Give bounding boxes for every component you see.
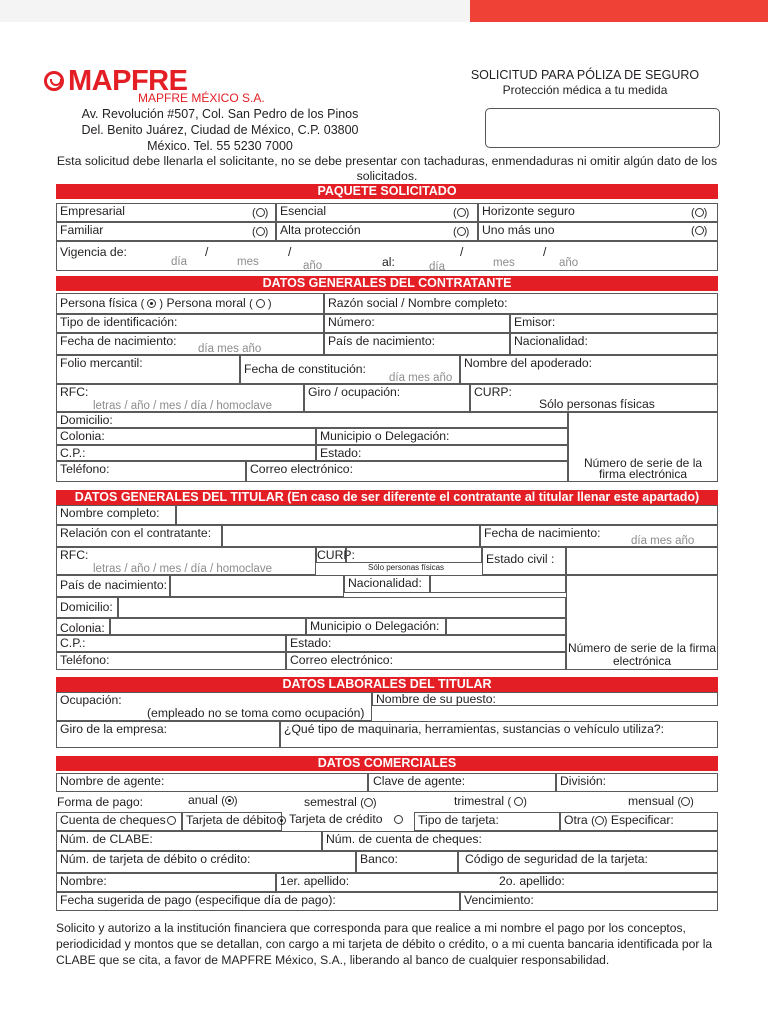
option-empresarial[interactable]: Empresarial ( ) [56, 203, 276, 222]
firma-serie-box[interactable]: Número de serie de la firma electrónica [568, 412, 718, 482]
section-laborales: DATOS LABORALES DEL TITULAR [56, 677, 718, 692]
cp-field[interactable]: C.P.: [56, 445, 316, 461]
cuenta-cheques-option[interactable]: Cuenta de cheques [56, 812, 182, 831]
forma-pago-row[interactable]: Forma de pago: anual ( ) semestral ( ) trimestral ( ) mensual ( ) [57, 793, 694, 809]
titular-nombre-input[interactable] [176, 505, 718, 525]
division-field[interactable]: División: [556, 773, 718, 792]
tarjeta-debito-option[interactable]: Tarjeta de débito [182, 812, 282, 831]
clave-agente-field[interactable]: Clave de agente: [368, 773, 556, 792]
form-subtitle: Protección médica a tu medida [502, 83, 668, 97]
domicilio-field[interactable]: Domicilio: [56, 412, 568, 428]
municipio-field[interactable]: Municipio o Delegación: [316, 428, 568, 445]
fecha-const-field[interactable]: Fecha de constitución: día mes año [240, 355, 460, 384]
titular-firma-serie-box[interactable]: Número de serie de la firma electrónica [566, 575, 718, 670]
section-paquete: PAQUETE SOLICITADO [56, 184, 718, 199]
colonia-field[interactable]: Colonia: [56, 428, 316, 445]
titular-curp-input[interactable] [346, 547, 482, 563]
titular-pais-input[interactable] [170, 575, 344, 597]
relacion-input[interactable] [222, 525, 480, 547]
razon-social-field[interactable]: Razón social / Nombre completo: [324, 293, 718, 314]
option-esencial[interactable]: Esencial ( ) [276, 203, 478, 222]
giro-empresa-field[interactable]: Giro de la empresa: [56, 721, 280, 748]
tipo-tarjeta-field[interactable]: Tipo de tarjeta: [414, 812, 560, 831]
persona-tipo[interactable]: Persona física ( ) Persona moral ( ) [56, 293, 324, 314]
radio-anual[interactable] [225, 796, 234, 805]
logo-text: MAPFRE [68, 65, 188, 97]
titular-rfc[interactable]: RFC: letras / año / mes / día / homoclave [56, 547, 316, 575]
titular-correo-field[interactable]: Correo electrónico: [286, 652, 566, 670]
titular-telefono-field[interactable]: Teléfono: [56, 652, 286, 670]
radio-mensual[interactable] [681, 797, 690, 806]
estado-civil-input[interactable] [566, 547, 718, 575]
radio-semestral[interactable] [364, 798, 373, 807]
giro-field[interactable]: Giro / ocupación: [304, 384, 470, 412]
folio-mercantil-field[interactable]: Folio mercantil: [56, 355, 240, 384]
titular-colonia-input[interactable] [110, 618, 306, 635]
otra-field[interactable]: Otra ( ) Especificar: [560, 812, 718, 831]
mapfre-emblem-icon [44, 71, 64, 91]
titular-fecha-nac[interactable]: Fecha de nacimiento: día mes año [480, 525, 718, 547]
clabe-field[interactable]: Núm. de CLABE: [56, 831, 322, 851]
radio-fisica[interactable] [147, 299, 156, 308]
titular-municipio-input[interactable] [446, 618, 566, 635]
nacionalidad-field[interactable]: Nacionalidad: [510, 333, 718, 355]
vencimiento-field[interactable]: Vencimiento: [460, 892, 718, 911]
titular-nombre-label: Nombre completo: [56, 505, 176, 525]
section-titular: DATOS GENERALES DEL TITULAR (En caso de ser diferente el contratante al titular llenar este apartado) [56, 490, 718, 505]
puesto-field[interactable]: Nombre de su puesto: [372, 692, 718, 706]
fecha-nac-field[interactable]: Fecha de nacimiento: día mes año [56, 333, 324, 355]
telefono-field[interactable]: Teléfono: [56, 461, 246, 482]
titular-curp-label: CURP: [317, 548, 355, 562]
titular-nacionalidad-input[interactable] [430, 575, 566, 593]
section-contratante: DATOS GENERALES DEL CONTRATANTE [56, 276, 718, 291]
titular-nacionalidad-label: Nacionalidad: [344, 575, 430, 593]
num-tarjeta-field[interactable]: Núm. de tarjeta de débito o crédito: [56, 851, 356, 873]
tipo-id-field[interactable]: Tipo de identificación: [56, 314, 324, 333]
titular-municipio-label: Municipio o Delegación: [306, 618, 446, 635]
emisor-field[interactable]: Emisor: [510, 314, 718, 333]
option-alta-proteccion[interactable]: Alta protección ( ) [276, 222, 478, 241]
titular-pais-label: País de nacimiento: [56, 575, 170, 597]
company-name: MAPFRE MÉXICO S.A. [138, 91, 265, 105]
codigo-seguridad-field[interactable]: Código de seguridad de la tarjeta: [458, 851, 718, 873]
intro-text: Esta solicitud debe llenarla el solicitante, no se debe presentar con tachaduras, enmendaduras ni omitir algún dato de los solicitados. [56, 154, 718, 183]
authorization-text: Solicito y autorizo a la institución financiera que corresponda para que realice a mi nombre el pago por los conceptos, periodicidad y montos que se detallan, con cargo a mi tarjeta de débito o crédito, o a mi cuenta bancaria identificada por la CLABE que se cita, a favor de MAPFRE México, S.A., liberando al banco de cualquier responsabilidad. [56, 921, 713, 967]
relacion-label: Relación con el contratante: [56, 525, 222, 547]
ocupacion-field[interactable]: Ocupación: (empleado no se toma como ocupación) [56, 692, 372, 721]
radio-trimestral[interactable] [514, 797, 523, 806]
estado-civil-label: Estado civil : [482, 547, 566, 575]
agente-field[interactable]: Nombre de agente: [56, 773, 368, 792]
curp-field[interactable]: CURP: Sólo personas físicas [470, 384, 718, 412]
rfc-field[interactable]: RFC: letras / año / mes / día / homoclave [56, 384, 304, 412]
radio-moral[interactable] [256, 299, 265, 308]
estado-field[interactable]: Estado: [316, 445, 568, 461]
titular-colonia-label: Colonia: [56, 618, 110, 635]
top-band [0, 0, 768, 22]
titular-domicilio-input[interactable] [118, 597, 566, 618]
titular-estado-field[interactable]: Estado: [286, 635, 566, 652]
titular-tarjeta-nombre[interactable]: Nombre: [56, 873, 276, 892]
apellidos-field[interactable]: 1er. apellido: 2o. apellido: [276, 873, 718, 892]
titular-domicilio-label: Domicilio: [56, 597, 118, 618]
company-address: Av. Revolución #507, Col. San Pedro de los Pinos Del. Benito Juárez, Ciudad de México, C.P. 03800 México. Tel. 55 5230 7000 [81, 107, 359, 153]
maquinaria-field[interactable]: ¿Qué tipo de maquinaria, herramientas, sustancias o vehículo utiliza?: [280, 721, 718, 748]
cuenta-cheques-field[interactable]: Núm. de cuenta de cheques: [322, 831, 718, 851]
numero-field[interactable]: Número: [324, 314, 510, 333]
radio-otra[interactable] [595, 816, 604, 825]
fecha-pago-field[interactable]: Fecha sugerida de pago (especifique día de pago): [56, 892, 460, 911]
folio-box[interactable] [485, 108, 720, 148]
vigencia-row[interactable]: Vigencia de: día / mes / año al: día / mes / año [56, 241, 718, 271]
form-title: SOLICITUD PARA PÓLIZA DE SEGURO [470, 68, 700, 82]
option-familiar[interactable]: Familiar ( ) [56, 222, 276, 241]
banco-field[interactable]: Banco: [356, 851, 458, 873]
correo-field[interactable]: Correo electrónico: [246, 461, 568, 482]
titular-solo-fisicas: Sólo personas físicas [368, 563, 445, 572]
section-comerciales: DATOS COMERCIALES [56, 756, 718, 771]
apoderado-field[interactable]: Nombre del apoderado: [460, 355, 718, 384]
tarjeta-credito-option[interactable]: Tarjeta de crédito [286, 812, 414, 831]
option-uno-mas-uno[interactable]: Uno más uno ( ) [478, 222, 718, 241]
titular-cp-field[interactable]: C.P.: [56, 635, 286, 652]
option-horizonte[interactable]: Horizonte seguro ( ) [478, 203, 718, 222]
pais-nac-field[interactable]: País de nacimiento: [324, 333, 510, 355]
